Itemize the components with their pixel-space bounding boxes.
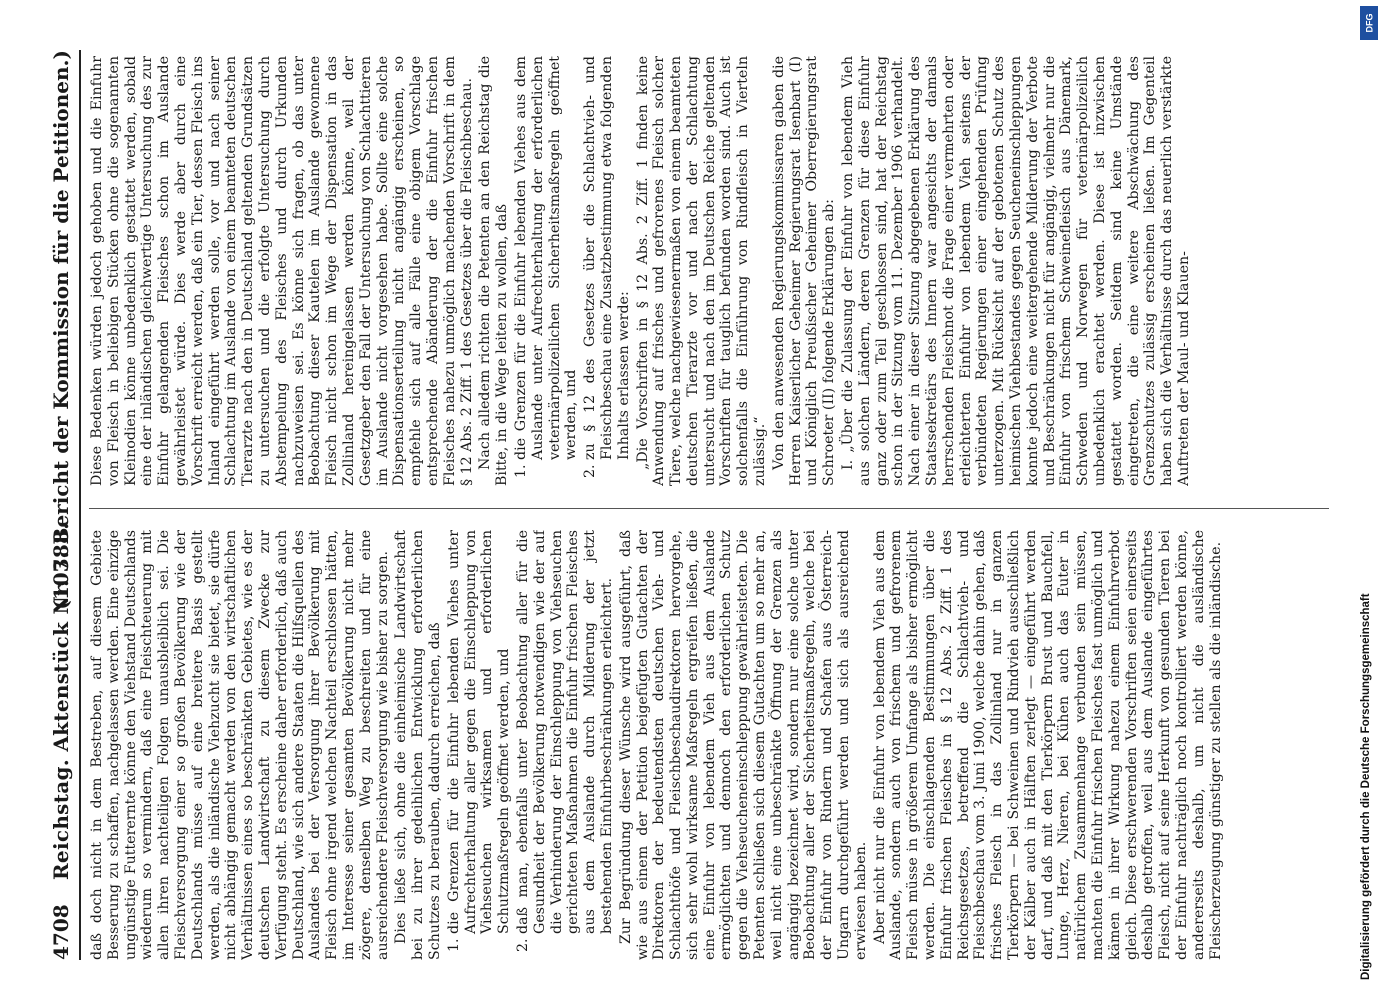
dfg-logo-text: DFG xyxy=(1364,13,1374,33)
paragraph: daß doch nicht in dem Bestreben, auf diesem Gebiete Besserung zu schaffen, nachgelassen werden. Eine einzige ungünstige Futterernte könne den Viehstand Deutschlands wiederum so vermindern, daß eine Fleischteuerung mit allen ihren nachteiligen Folgen unausbleiblich sei. Die Fleischversorgung einer so großen Bevölkerung wie der Deutschlands müsse auf eine breitere Basis gestellt werden, als die inländische Viehzucht sie bietet, sie dürfe nicht abhängig gemacht werden von den wirtschaftlichen Verhältnissen eines so beschränkten Gebietes, wie es der deutschen Landwirtschaft zu diesem Zwecke zur Verfügung steht. Es erscheine daher erforderlich, daß auch Deutschland, wie sich andere Staaten die Hilfsquellen des Auslandes bei der Versorgung ihrer Bevölkerung mit Fleisch ohne irgend welchen Nachteil erschlossen hätten, im Interesse seiner gesamten Bevölkerung nicht mehr zögere, denselben Weg zu beschreiten und für eine ausreichendere Fleischversorgung wie bisher zu sorgen. xyxy=(89,530,391,960)
left-column xyxy=(89,530,1329,960)
list-item: 1. die Grenzen für die Einfuhr lebenden Viehes unter Aufrechterhaltung aller gegen die Einschleppung von Viehseuchen wirksamen und erforderlichen Schutzmaßregeln geöffnet werden, und xyxy=(446,530,513,934)
header-subtitle: (103. Bericht der Kommission für die Petitionen.) xyxy=(49,50,73,610)
right-column xyxy=(89,56,1329,486)
paragraph: I. „Über die Zulassung der Einfuhr von lebendem Vieh aus solchen Ländern, deren Grenzen für diese Einfuhr ganz oder zum Teil geschlossen sind, hat der Reichstag schon in der Sitzung vom 11. Dezember 1906 verhandelt. Nach einer in dieser Sitzung abgegebenen Erklärung des Staatssekretärs des Innern war angesichts der damals herrschenden Fleischnot die Frage einer vermehrten oder erleichterten Einfuhr von lebendem Vieh seitens der verbündeten Regierungen einer eingehenden Prüfung unterzogen. Mit Rücksicht auf der gebotenen Schutz des heimischen Viehbestandes gegen Seucheneinschleppungen konnte jedoch eine weitergehende Milderung der Verbote und Beschränkungen nicht für angängig, vielmehr nur die Einfuhr von frischem Schweinefleisch aus Dänemark, Schweden und Norwegen für veterinärpolizeilich unbedenklich erachtet werden. Diese ist inzwischen gestattet worden. Seitdem sind keine Umstände eingetreten, die eine weitere Abschwächung des Grenzschutzes zulässig erscheinen ließen. Im Gegenteil haben sich die Verhältnisse durch das neuerlich verstärkte Auftreten der Maul- und Klauen- xyxy=(840,56,1192,486)
header-rule xyxy=(79,50,81,960)
page-number: 4708 xyxy=(49,904,73,960)
paragraph: Diese Bedenken würden jedoch gehoben und die Einfuhr von Fleisch in beliebigen Stücken ohne die sogenannten Kleinodien könne unbedenklich gestattet werden, sobald eine der inländischen gleichwertige Untersuchung des zur Einfuhr gelangenden Fleisches schon im Auslande gewährleistet würde. Dies werde aber durch eine Vorschrift erreicht werden, daß ein Tier, dessen Fleisch ins Inland eingeführt werden solle, vor und nach seiner Schlachtung im Auslande von einem beamteten deutschen Tierarzte nach den in Deutschland geltenden Grundsätzen zu untersuchen und die erfolgte Untersuchung durch Abstempelung des Fleisches und durch Urkunden nachzuweisen sei. Es könne sich fragen, ob das unter Beobachtung dieser Kautelen im Auslande gewonnene Fleisch nicht schon im Wege der Dispensation in das Zollinland hereingelassen werden könne, weil der Gesetzgeber den Fall der Untersuchung von Schlachttieren im Auslande nicht vorgesehen habe. Sollte eine solche Dispensationserteilung nicht angängig erscheinen, so empfehle sich auf alle Fälle eine obigem Vorschlage entsprechende Abänderung der die Einfuhr frischen Fleisches nahezu unmöglich machenden Vorschrift in dem § 12 Abs. 2 Ziff. 1 des Gesetzes über die Fleischbeschau. xyxy=(89,56,475,486)
list-item: 1. die Grenzen für die Einfuhr lebenden Viehes aus dem Auslande unter Aufrechterhaltung der erforderlichen veterinärpolizeilichen Sicherheitsmaßregeln geöffnet werden, und xyxy=(513,56,580,460)
paragraph: Dies ließe sich, ohne die einheimische Landwirtschaft bei zu ihrer gedeihlichen Entwicklung erforderlichen Schutzes zu berauben, dadurch erreichen, daß xyxy=(393,530,443,960)
paragraph: Nach alledem richten die Petenten an den Reichstag die Bitte, in die Wege leiten zu wollen, daß xyxy=(477,56,511,486)
document-sheet xyxy=(45,50,1335,960)
list-item: 2. daß man, ebenfalls unter Beobachtung aller für die Gesundheit der Bevölkerung notwendigen wie der auf die Verhinderung der Einschleppung von Viehseuchen gerichteten Maßnahmen die Einfuhr frischen Fleisches aus dem Auslande durch Milderung der jetzt bestehenden Einfuhrbeschränkungen erleichtert. xyxy=(515,530,616,934)
paragraph: Aber nicht nur die Einfuhr von lebendem Vieh aus dem Auslande, sondern auch von frischem und gefrorenem Fleisch müsse in größerem Umfange als bisher ermöglicht werden. Die einschlagenden Bestimmungen über die Einfuhr frischen Fleisches in § 12 Abs. 2 Ziff. 1 des Reichsgesetzes, betreffend die Schlachtvieh- und Fleischbeschau vom 3. Juni 1900, welche dahin gehen, daß frisches Fleisch in das Zollinland nur in ganzen Tierkörpern — bei Schweinen und Rindvieh ausschließlich der Kälber auch in Hälften zerlegt — eingeführt werden darf, und daß mit den Tierkörpern Brust und Bauchfell, Lunge, Herz, Nieren, bei Kühen auch das Euter in natürlichem Zusammenhange verbunden sein müssen, machten die Einfuhr frischen Fleisches fast unmöglich und kämen in ihrer Wirkung nahezu einem Einfuhrverbot gleich. Diese erschwerenden Vorschriften seien einerseits deshalb getroffen, weil aus dem Auslande eingeführtes Fleisch, nicht auf seine Herkunft von gesunden Tieren bei der Einfuhr nachträglich noch kontrolliert werden könne, andererseits deshalb, um nicht die ausländische Fleischerzeugung günstiger zu stellen als die inländische. xyxy=(871,530,1224,960)
column-divider xyxy=(89,508,1329,509)
quoted-provision: „Die Vorschriften in § 12 Abs. 2 Ziff. 1 finden keine Anwendung auf frisches und gefrorenes Fleisch solcher Tiere, welche nachgewiesenermaßen von einem beamteten deutschen Tierarzte vor und nach der Schlachtung untersucht und nach den im Deutschen Reiche geltenden Vorschriften für tauglich befunden worden sind. Auch ist solchenfalls die Einführung von Rindfleisch in Vierteln zulässig.“ xyxy=(634,56,769,486)
dfg-logo xyxy=(1360,6,1378,40)
paragraph: Zur Begründung dieser Wünsche wird ausgeführt, daß wie aus einem der Petition beigefügten Gutachten der Direktoren der bedeutendsten deutschen Vieh- und Schlachthöfe und Fleischbeschaudirektoren hervorgehe, sich sehr wohl wirksame Maßregeln ergreifen ließen, die eine Einfuhr von lebendem Vieh aus dem Auslande ermöglichten und dennoch den erforderlichen Schutz gegen die Viehseucheneinschleppung gewährleisteten. Die Petenten schließen sich diesem Gutachten um so mehr an, weil nicht eine unbeschränkte Öffnung der Grenzen als angängig bezeichnet wird, sondern nur eine solche unter Beobachtung aller der Sicherheitsmaßregeln, welche bei der Einfuhr von Rindern und Schafen aus Österreich-Ungarn durchgeführt werden und sich als ausreichend erwiesen haben. xyxy=(617,530,869,960)
page-header xyxy=(45,50,79,960)
list-item: 2. zu § 12 des Gesetzes über die Schlachtvieh- und Fleischbeschau eine Zusatzbestimmung etwa folgenden Inhalts erlassen werde: xyxy=(582,56,632,460)
digitization-credit: Digitalisierung gefördert durch die Deutsche Forschungsgemeinschaft xyxy=(1360,593,1372,980)
header-title: Reichstag. Aktenstück Nr. 788. xyxy=(49,522,73,880)
paragraph: Von den anwesenden Regierungskommissaren gaben die Herren Kaiserlicher Geheimer Regierungsrat Isenbart (I) und Königlich Preußischer Geheimer Oberregierungsrat Schroeter (II) folgende Erklärungen ab: xyxy=(770,56,838,486)
digitization-sidebar xyxy=(1352,0,1383,1000)
